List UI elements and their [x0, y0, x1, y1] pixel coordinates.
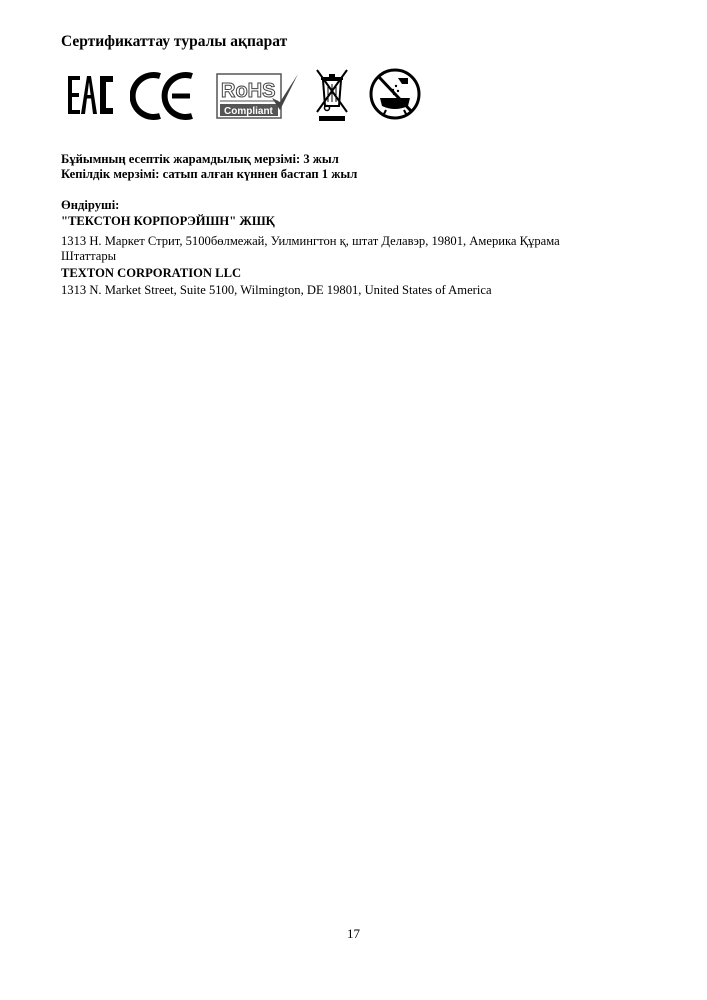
rohs-compliant-text: Compliant	[224, 106, 273, 117]
address-kz-line-2: Штаттары	[61, 249, 117, 263]
weee-bin-icon	[314, 66, 350, 124]
ce-mark-icon	[130, 66, 196, 124]
certification-logos	[66, 66, 426, 124]
rohs-compliant-icon	[216, 66, 300, 124]
eac-mark-icon	[66, 66, 116, 124]
shelf-life-text: Бұйымның есептік жарамдылық мерзімі: 3 жыл	[61, 152, 339, 166]
company-name-en: TEXTON CORPORATION LLC	[61, 266, 242, 280]
manufacturer-label: Өндіруші:	[61, 198, 120, 212]
warranty-text: Кепілдік мерзімі: сатып алған күннен бастап 1 жыл	[61, 167, 358, 181]
page-title: Сертификаттау туралы ақпарат	[61, 33, 288, 50]
company-name-kz: "ТЕКСТОН КОРПОРЭЙШН" ЖШҚ	[61, 214, 275, 228]
address-kz-line-1: 1313 Н. Маркет Стрит, 5100бөлмежай, Уилмингтон қ, штат Делавэр, 19801, Америка Құрама	[61, 234, 560, 248]
address-en: 1313 N. Market Street, Suite 5100, Wilmington, DE 19801, United States of America	[61, 283, 492, 297]
rohs-text: RoHS	[221, 80, 276, 102]
no-bath-shower-icon	[368, 66, 422, 124]
page-number: 17	[347, 926, 360, 941]
